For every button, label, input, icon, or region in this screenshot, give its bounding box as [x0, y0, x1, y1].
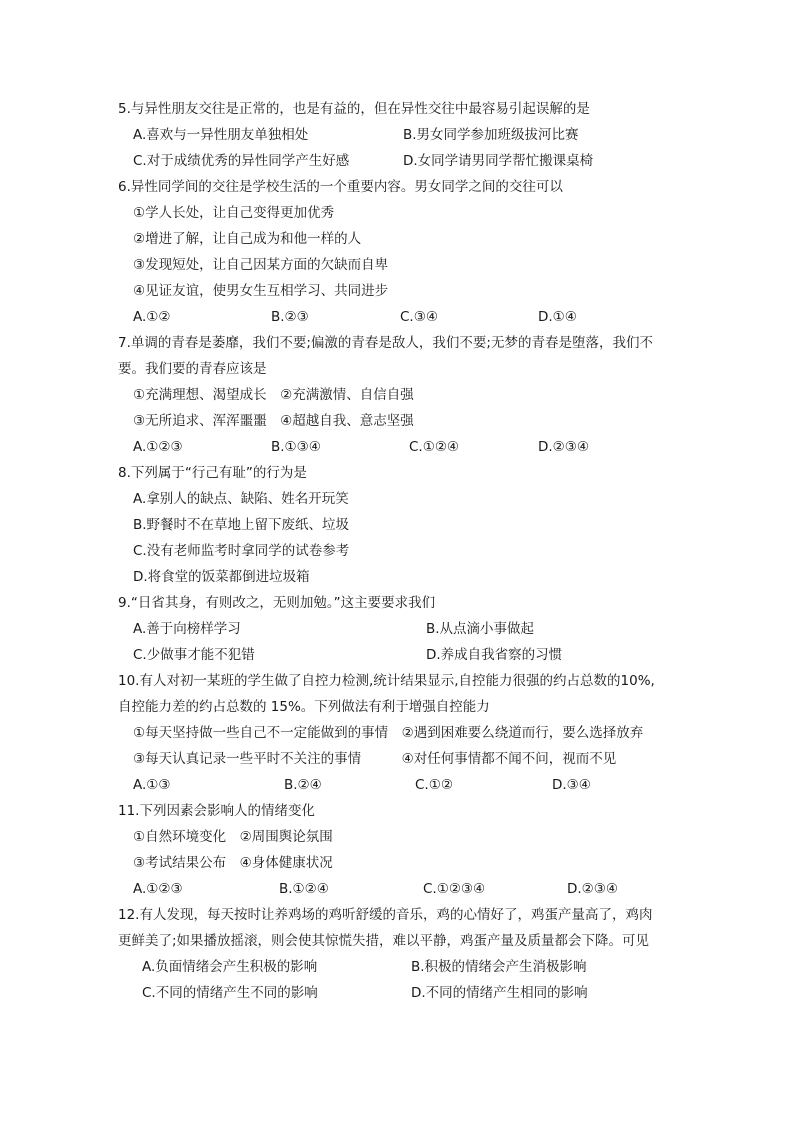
- question-7-stem-line-2: 要。我们要的青春应该是: [118, 361, 267, 377]
- question-11-stem: 11.下列因素会影响人的情绪变化: [118, 803, 315, 819]
- question-10-stem-line-2: 自控能力差的约占总数的 15%。下列做法有利于增强自控能力: [118, 699, 490, 715]
- question-12-option-c[interactable]: C.不同的情绪产生不同的影响: [142, 985, 318, 1001]
- question-12-option-b[interactable]: B.积极的情绪会产生消极影响: [411, 959, 587, 975]
- question-11-option-d[interactable]: D.②③④: [567, 881, 618, 897]
- question-9-option-b[interactable]: B.从点滴小事做起: [426, 621, 535, 637]
- question-7-option-c[interactable]: C.①②④: [409, 439, 460, 455]
- question-7-option-d[interactable]: D.②③④: [538, 439, 589, 455]
- question-11-option-c[interactable]: C.①②③④: [423, 881, 486, 897]
- question-6-statement-4: ④见证友谊，使男女生互相学习、共同进步: [133, 283, 389, 299]
- question-10-option-c[interactable]: C.①②: [415, 777, 453, 793]
- question-10-stem-line-1: 10.有人对初一某班的学生做了自控力检测,统计结果显示,自控能力很强的约占总数的10%,: [118, 673, 655, 689]
- question-5-stem: 5.与异性朋友交往是正常的，也是有益的，但在异性交往中最容易引起误解的是: [118, 101, 590, 117]
- question-6-option-b[interactable]: B.②③: [271, 309, 309, 325]
- question-7-stem-line-1: 7.单调的青春是萎靡，我们不要;偏激的青春是敌人，我们不要;无梦的青春是堕落，我们不: [118, 335, 653, 351]
- question-6-option-c[interactable]: C.③④: [400, 309, 438, 325]
- question-8-option-d[interactable]: D.将食堂的饭菜都倒进垃圾箱: [133, 569, 310, 585]
- question-11-statement-2: ③考试结果公布 ④身体健康状况: [133, 855, 333, 871]
- question-10-option-d[interactable]: D.③④: [552, 777, 591, 793]
- question-5-option-d[interactable]: D.女同学请男同学帮忙搬课桌椅: [403, 153, 594, 169]
- question-12-stem-line-1: 12.有人发现，每天按时让养鸡场的鸡听舒缓的音乐，鸡的心情好了，鸡蛋产量高了，鸡肉: [118, 907, 653, 923]
- question-6-statement-3: ③发现短处，让自己因某方面的欠缺而自卑: [133, 257, 389, 273]
- question-5-option-b[interactable]: B.男女同学参加班级拔河比赛: [403, 127, 579, 143]
- question-7-statement-2: ③无所追求、浑浑噩噩 ④超越自我、意志坚强: [133, 413, 414, 429]
- question-12-stem-line-2: 更鲜美了;如果播放摇滚，则会使其惊慌失措，难以平静，鸡蛋产量及质量都会下降。可见: [118, 933, 650, 949]
- question-7-option-b[interactable]: B.①③④: [271, 439, 321, 455]
- question-9-stem: 9.“日省其身，有则改之，无则加勉。”这主要要求我们: [118, 595, 436, 611]
- question-7-statement-1: ①充满理想、渴望成长 ②充满激情、自信自强: [133, 387, 414, 403]
- question-12-option-a[interactable]: A.负面情绪会产生积极的影响: [142, 959, 318, 975]
- question-11-option-b[interactable]: B.①②④: [279, 881, 329, 897]
- question-9-option-d[interactable]: D.养成自我省察的习惯: [426, 647, 563, 663]
- question-5-option-c[interactable]: C.对于成绩优秀的异性同学产生好感: [133, 153, 350, 169]
- question-6-statement-2: ②增进了解，让自己成为和他一样的人: [133, 231, 362, 247]
- question-10-option-b[interactable]: B.②④: [284, 777, 322, 793]
- question-10-statement-1: ①每天坚持做一些自己不一定能做到的事情 ②遇到困难要么绕道而行，要么选择放弃: [133, 725, 644, 741]
- question-12-option-d[interactable]: D.不同的情绪产生相同的影响: [411, 985, 588, 1001]
- question-10-option-a[interactable]: A.①③: [133, 777, 171, 793]
- question-5-option-a[interactable]: A.喜欢与一异性朋友单独相处: [133, 127, 309, 143]
- question-8-stem: 8.下列属于“行己有耻”的行为是: [118, 465, 307, 481]
- question-6-option-a[interactable]: A.①②: [133, 309, 171, 325]
- question-11-option-a[interactable]: A.①②③: [133, 881, 183, 897]
- question-6-statement-1: ①学人长处，让自己变得更加优秀: [133, 205, 335, 221]
- question-7-option-a[interactable]: A.①②③: [133, 439, 183, 455]
- question-9-option-a[interactable]: A.善于向榜样学习: [133, 621, 241, 637]
- question-10-statement-2: ③每天认真记录一些平时不关注的事情 ④对任何事情都不闻不问，视而不见: [133, 751, 617, 767]
- question-8-option-a[interactable]: A.拿别人的缺点、缺陷、姓名开玩笑: [133, 491, 349, 507]
- question-8-option-b[interactable]: B.野餐时不在草地上留下废纸、垃圾: [133, 517, 350, 533]
- question-6-stem: 6.异性同学间的交往是学校生活的一个重要内容。男女同学之间的交往可以: [118, 179, 563, 195]
- question-11-statement-1: ①自然环境变化 ②周围舆论氛围: [133, 829, 333, 845]
- question-9-option-c[interactable]: C.少做事才能不犯错: [133, 647, 255, 663]
- question-6-option-d[interactable]: D.①④: [538, 309, 577, 325]
- question-8-option-c[interactable]: C.没有老师监考时拿同学的试卷参考: [133, 543, 350, 559]
